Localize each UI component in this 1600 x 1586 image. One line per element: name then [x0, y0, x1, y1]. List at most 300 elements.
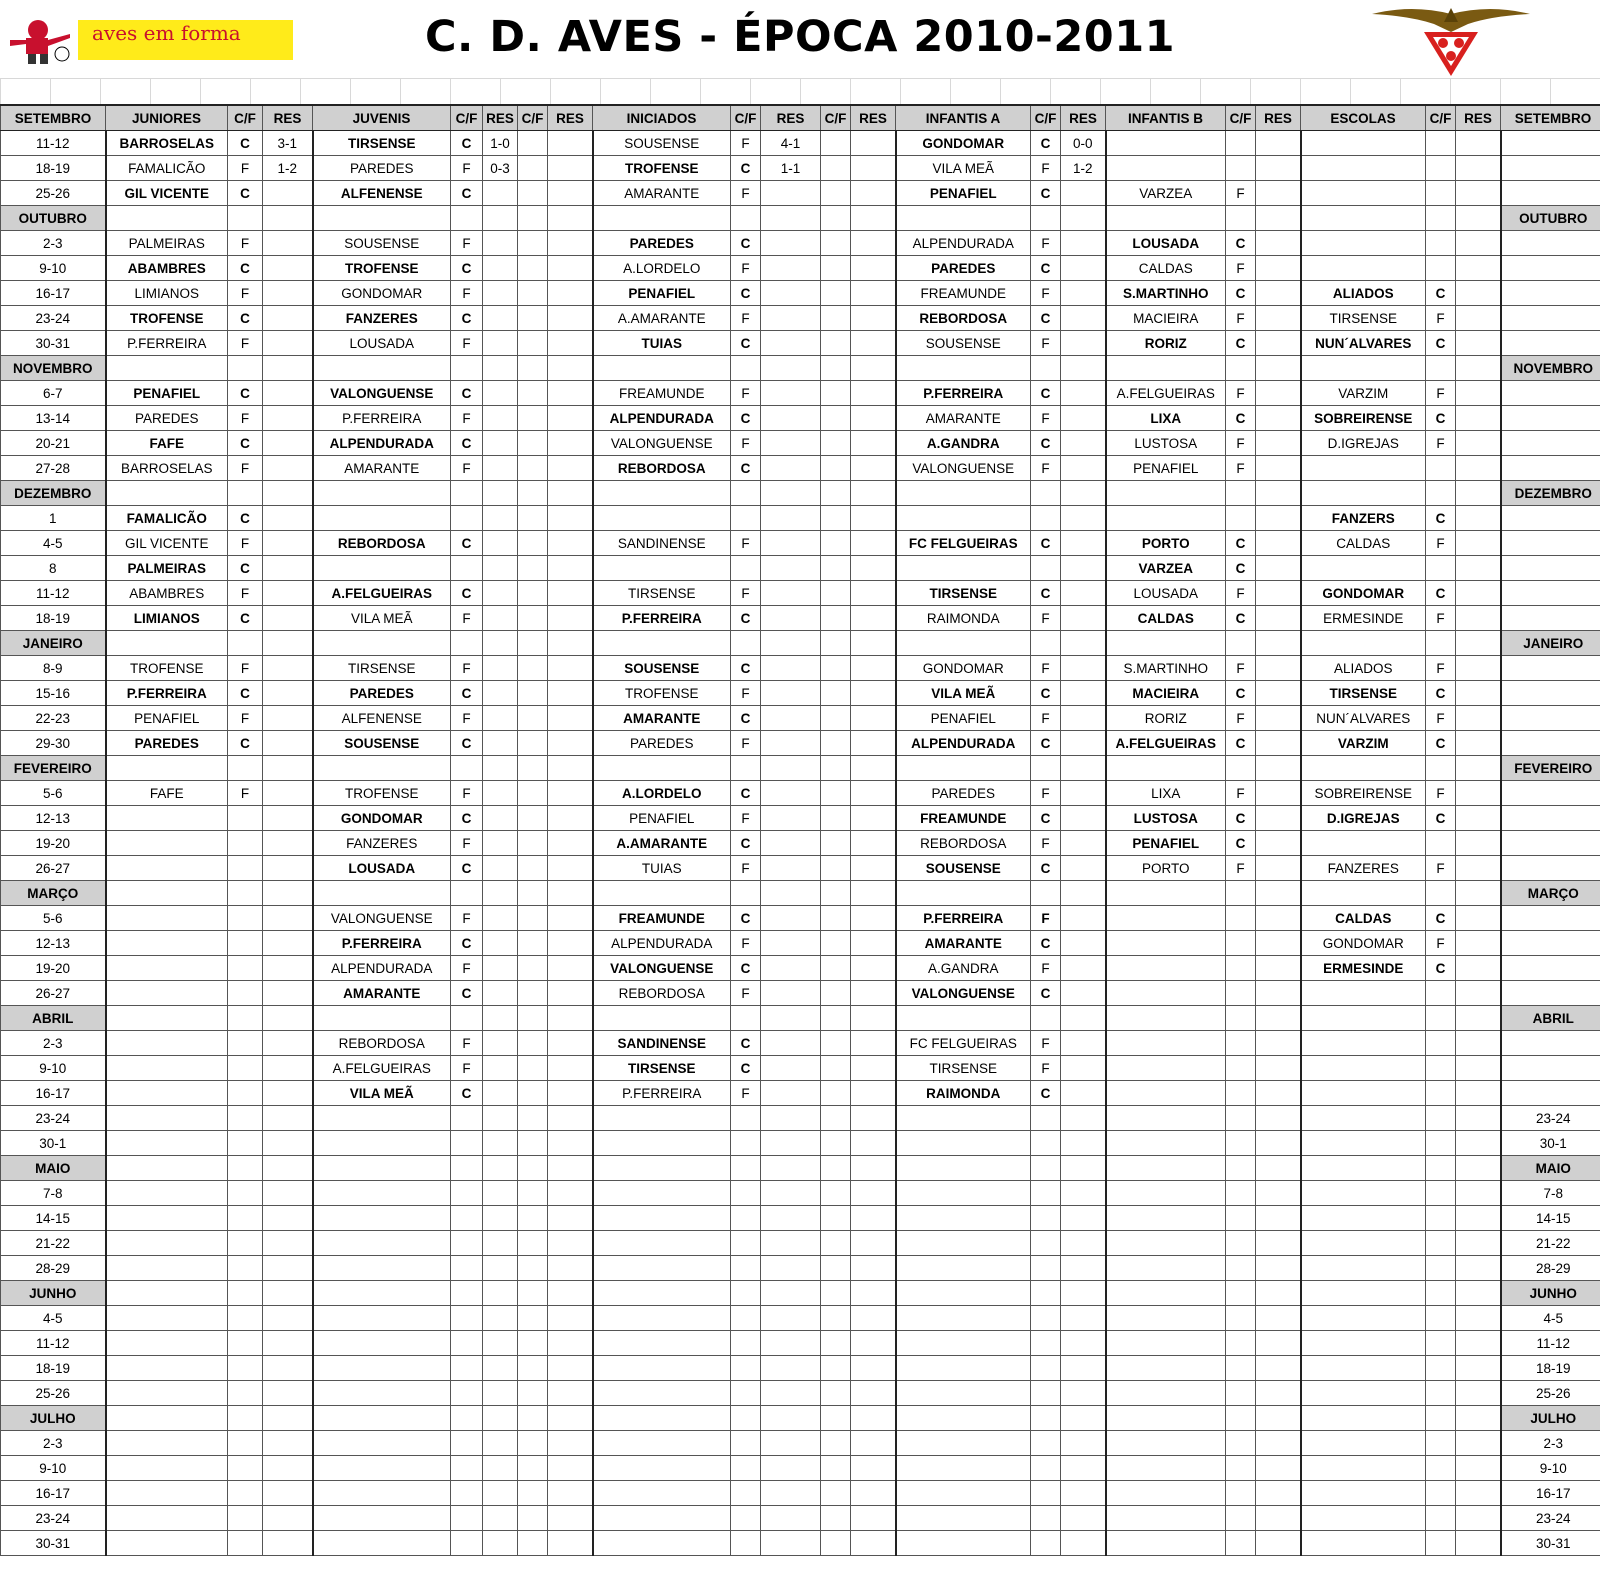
empty-cell	[548, 756, 593, 781]
fixture-cell: P.FERREIRA	[313, 931, 451, 956]
empty-cell	[731, 206, 761, 231]
date-cell: 28-29	[1, 1256, 106, 1281]
fixture-cell	[483, 956, 518, 981]
fixture-cell	[761, 806, 821, 831]
fixture-cell	[761, 531, 821, 556]
fixture-cell: C	[1031, 931, 1061, 956]
fixture-cell	[1426, 1181, 1456, 1206]
empty-cell	[106, 206, 228, 231]
empty-cell	[761, 206, 821, 231]
column-header: C/F	[451, 105, 483, 131]
date-cell: 18-19	[1, 156, 106, 181]
fixture-cell	[1301, 1206, 1426, 1231]
fixture-cell: A.FELGUEIRAS	[313, 1056, 451, 1081]
empty-cell	[1456, 481, 1501, 506]
empty-cell	[518, 881, 548, 906]
fixture-cell: C	[228, 506, 263, 531]
empty-cell	[1456, 1406, 1501, 1431]
empty-cell	[106, 356, 228, 381]
empty-cell	[548, 881, 593, 906]
fixture-cell	[548, 856, 593, 881]
fixture-cell: F	[228, 281, 263, 306]
fixture-cell: AMARANTE	[313, 981, 451, 1006]
fixture-cell	[1426, 156, 1456, 181]
column-header: RES	[548, 105, 593, 131]
date-cell: 2-3	[1501, 1431, 1600, 1456]
fixture-cell	[851, 781, 896, 806]
fixture-cell	[821, 931, 851, 956]
fixture-cell: TUIAS	[593, 856, 731, 881]
fixture-cell	[896, 1106, 1031, 1131]
empty-cell	[1031, 481, 1061, 506]
fixture-cell: C	[1031, 806, 1061, 831]
fixture-cell	[821, 381, 851, 406]
fixture-cell	[821, 656, 851, 681]
fixture-cell	[1226, 981, 1256, 1006]
date-cell: 4-5	[1, 1306, 106, 1331]
fixture-cell: C	[1226, 406, 1256, 431]
empty-cell	[451, 206, 483, 231]
fixture-cell: PORTO	[1106, 856, 1226, 881]
empty-cell	[761, 1406, 821, 1431]
fixture-cell: 1-1	[761, 156, 821, 181]
fixture-cell	[761, 831, 821, 856]
fixture-cell	[1301, 1456, 1426, 1481]
fixture-cell: PENAFIEL	[1106, 456, 1226, 481]
fixture-cell	[228, 1531, 263, 1556]
fixture-cell	[1061, 1031, 1106, 1056]
fixture-cell	[483, 181, 518, 206]
fixture-cell: C	[731, 231, 761, 256]
fixture-cell: F	[1426, 306, 1456, 331]
fixture-cell	[1061, 431, 1106, 456]
fixture-cell	[731, 1431, 761, 1456]
empty-cell	[1106, 756, 1226, 781]
fixture-cell: C	[228, 431, 263, 456]
fixture-cell	[1061, 531, 1106, 556]
month-label: MAIO	[1501, 1156, 1600, 1181]
fixture-cell	[106, 1381, 228, 1406]
fixture-cell	[1226, 1181, 1256, 1206]
fixture-cell	[1301, 1131, 1426, 1156]
date-cell: 4-5	[1501, 1306, 1600, 1331]
fixture-cell: VARZEA	[1106, 556, 1226, 581]
empty-cell	[761, 1006, 821, 1031]
date-cell	[1501, 331, 1600, 356]
month-label: FEVEREIRO	[1, 756, 106, 781]
fixture-cell: C	[228, 731, 263, 756]
fixture-cell	[518, 406, 548, 431]
fixture-cell	[1256, 156, 1301, 181]
fixture-cell	[483, 256, 518, 281]
fixture-cell	[821, 231, 851, 256]
fixture-row	[1, 506, 1600, 531]
fixture-cell	[851, 1056, 896, 1081]
fixture-cell	[1031, 1231, 1061, 1256]
fixture-cell	[851, 731, 896, 756]
fixture-cell: 0-0	[1061, 131, 1106, 156]
fixture-cell: F	[1226, 656, 1256, 681]
fixture-cell: AMARANTE	[593, 181, 731, 206]
fixture-cell	[1226, 1481, 1256, 1506]
fixture-cell	[1226, 1456, 1256, 1481]
fixture-cell	[1426, 981, 1456, 1006]
fixture-cell: F	[228, 656, 263, 681]
fixture-cell	[518, 281, 548, 306]
fixture-cell: F	[731, 306, 761, 331]
fixture-cell	[896, 1331, 1031, 1356]
fixture-cell	[228, 956, 263, 981]
empty-cell	[451, 631, 483, 656]
fixture-cell	[731, 1531, 761, 1556]
empty-cell	[228, 206, 263, 231]
empty-cell	[451, 1281, 483, 1306]
fixture-cell: F	[451, 956, 483, 981]
fixture-cell	[1106, 1206, 1226, 1231]
fixture-cell	[761, 1481, 821, 1506]
empty-cell	[1256, 206, 1301, 231]
empty-cell	[761, 1156, 821, 1181]
column-header: C/F	[731, 105, 761, 131]
fixture-cell	[1456, 681, 1501, 706]
fixture-row	[1, 1181, 1600, 1206]
fixture-cell	[821, 806, 851, 831]
fixture-cell	[548, 231, 593, 256]
fixture-cell	[1061, 706, 1106, 731]
fixture-cell: P.FERREIRA	[106, 331, 228, 356]
fixture-cell	[1226, 506, 1256, 531]
empty-cell	[1301, 356, 1426, 381]
crest-letter-d	[1454, 38, 1464, 48]
fixture-cell	[1256, 706, 1301, 731]
fixture-cell	[1456, 556, 1501, 581]
fixture-cell	[1456, 606, 1501, 631]
date-cell: 30-31	[1, 1531, 106, 1556]
empty-cell	[593, 756, 731, 781]
fixture-cell: F	[228, 581, 263, 606]
fixture-cell	[548, 706, 593, 731]
fixture-cell	[1226, 1056, 1256, 1081]
fixture-cell	[821, 1306, 851, 1331]
fixture-cell	[851, 1131, 896, 1156]
fixture-row	[1, 1381, 1600, 1406]
empty-cell	[1061, 356, 1106, 381]
empty-cell	[451, 481, 483, 506]
fixture-cell	[761, 606, 821, 631]
fixture-cell	[761, 1506, 821, 1531]
fixture-cell	[821, 431, 851, 456]
fixture-cell	[313, 1306, 451, 1331]
fixture-cell: PAREDES	[896, 781, 1031, 806]
fixture-cell	[228, 1231, 263, 1256]
fixture-cell	[821, 1106, 851, 1131]
fixture-cell	[1456, 181, 1501, 206]
fixture-cell: FANZERES	[313, 831, 451, 856]
empty-cell	[313, 756, 451, 781]
fixture-cell: C	[451, 181, 483, 206]
fixture-cell	[821, 706, 851, 731]
fixture-cell: C	[1226, 281, 1256, 306]
fixture-cell	[851, 1456, 896, 1481]
fixture-cell: F	[731, 431, 761, 456]
fixture-cell	[1301, 981, 1426, 1006]
fixture-cell	[1031, 1131, 1061, 1156]
date-cell: 5-6	[1, 906, 106, 931]
fixture-cell	[263, 256, 313, 281]
fixture-cell	[263, 331, 313, 356]
fixture-cell	[548, 531, 593, 556]
empty-cell	[1426, 1281, 1456, 1306]
empty-cell	[896, 881, 1031, 906]
fixture-cell	[851, 531, 896, 556]
fixture-cell	[1301, 1081, 1426, 1106]
fixture-row	[1, 181, 1600, 206]
month-label: FEVEREIRO	[1501, 756, 1600, 781]
fixture-cell: PENAFIEL	[896, 181, 1031, 206]
fixture-cell	[548, 281, 593, 306]
fixture-cell	[548, 1206, 593, 1231]
fixture-cell	[1256, 831, 1301, 856]
fixture-cell	[761, 556, 821, 581]
empty-cell	[548, 206, 593, 231]
fixture-cell	[1061, 931, 1106, 956]
fixture-cell: PORTO	[1106, 531, 1226, 556]
column-header: INFANTIS A	[896, 105, 1031, 131]
empty-cell	[483, 481, 518, 506]
fixture-cell	[1256, 856, 1301, 881]
fixture-cell: S.MARTINHO	[1106, 656, 1226, 681]
date-cell: 30-31	[1501, 1531, 1600, 1556]
fixture-cell: C	[731, 781, 761, 806]
empty-cell	[1256, 356, 1301, 381]
fixture-cell	[518, 906, 548, 931]
empty-cell	[1301, 1406, 1426, 1431]
fixture-cell	[313, 1431, 451, 1456]
fixture-cell: FREAMUNDE	[593, 906, 731, 931]
fixture-cell	[1061, 731, 1106, 756]
fixture-cell: PENAFIEL	[593, 806, 731, 831]
month-row	[1, 1281, 1600, 1306]
fixture-cell	[1456, 1381, 1501, 1406]
empty-cell	[518, 1406, 548, 1431]
fixture-cell: SANDINENSE	[593, 1031, 731, 1056]
fixture-cell: TIRSENSE	[1301, 306, 1426, 331]
fixture-cell	[1106, 1106, 1226, 1131]
fixture-cell	[263, 706, 313, 731]
fixture-cell	[518, 131, 548, 156]
fixture-cell	[1456, 331, 1501, 356]
fixture-cell: VILA MEÃ	[313, 1081, 451, 1106]
empty-cell	[593, 1406, 731, 1431]
fixture-cell	[1301, 1231, 1426, 1256]
empty-cell	[483, 1156, 518, 1181]
fixture-cell	[1226, 1431, 1256, 1456]
date-cell	[1501, 156, 1600, 181]
fixture-cell	[106, 1256, 228, 1281]
fixture-cell	[1301, 1106, 1426, 1131]
fixture-cell: TROFENSE	[313, 256, 451, 281]
date-cell: 16-17	[1, 1481, 106, 1506]
empty-cell	[1256, 756, 1301, 781]
fixture-cell	[761, 1081, 821, 1106]
fixture-cell	[1456, 506, 1501, 531]
fixture-cell	[483, 231, 518, 256]
fixture-cell	[518, 731, 548, 756]
date-cell	[1501, 506, 1600, 531]
fixture-cell	[548, 906, 593, 931]
fixture-cell	[483, 656, 518, 681]
date-cell: 21-22	[1, 1231, 106, 1256]
fixture-cell	[821, 1081, 851, 1106]
date-cell: 29-30	[1, 731, 106, 756]
date-cell	[1501, 256, 1600, 281]
fixture-cell: GIL VICENTE	[106, 531, 228, 556]
fixture-cell	[518, 831, 548, 856]
fixture-cell	[483, 606, 518, 631]
empty-cell	[548, 481, 593, 506]
fixture-cell: SOUSENSE	[313, 731, 451, 756]
fixture-cell	[518, 256, 548, 281]
fixture-cell: D.IGREJAS	[1301, 806, 1426, 831]
fixture-cell: A.FELGUEIRAS	[1106, 731, 1226, 756]
column-header: C/F	[1426, 105, 1456, 131]
empty-cell	[1301, 1006, 1426, 1031]
fixture-cell	[851, 1306, 896, 1331]
date-cell	[1501, 581, 1600, 606]
empty-cell	[731, 631, 761, 656]
fixture-cell	[1256, 506, 1301, 531]
fixture-cell	[1061, 181, 1106, 206]
fixture-cell	[731, 1106, 761, 1131]
fixture-cell: C	[1426, 806, 1456, 831]
fixture-cell	[731, 1256, 761, 1281]
empty-cell	[228, 1156, 263, 1181]
fixture-cell	[761, 1031, 821, 1056]
date-cell	[1501, 1081, 1600, 1106]
date-cell: 11-12	[1, 581, 106, 606]
fixture-row	[1, 656, 1600, 681]
fixture-cell: C	[1426, 281, 1456, 306]
fixture-cell	[483, 1056, 518, 1081]
fixture-cell	[821, 456, 851, 481]
fixture-cell	[851, 581, 896, 606]
month-label: JUNHO	[1501, 1281, 1600, 1306]
empty-cell	[1301, 631, 1426, 656]
fixture-cell	[851, 406, 896, 431]
fixture-cell	[1106, 1081, 1226, 1106]
fixture-cell	[896, 1181, 1031, 1206]
date-cell: 27-28	[1, 456, 106, 481]
fixture-row	[1, 1031, 1600, 1056]
fixture-cell	[548, 556, 593, 581]
fixture-cell	[1426, 1131, 1456, 1156]
empty-cell	[1226, 1006, 1256, 1031]
date-cell	[1501, 1056, 1600, 1081]
fixture-cell	[483, 1356, 518, 1381]
fixture-cell	[228, 831, 263, 856]
fixture-cell	[548, 981, 593, 1006]
fixture-cell	[1031, 1256, 1061, 1281]
fixture-cell	[518, 1331, 548, 1356]
fixture-cell	[518, 456, 548, 481]
empty-cell	[1301, 481, 1426, 506]
fixture-cell: F	[731, 181, 761, 206]
fixture-cell	[1426, 1481, 1456, 1506]
fixture-cell	[518, 1456, 548, 1481]
empty-cell	[1426, 481, 1456, 506]
fixture-cell: F	[1426, 656, 1456, 681]
empty-cell	[518, 1281, 548, 1306]
fixture-cell	[451, 1206, 483, 1231]
fixture-cell	[731, 1231, 761, 1256]
fixture-cell	[1426, 831, 1456, 856]
fixture-cell	[548, 331, 593, 356]
fixture-cell	[1456, 1431, 1501, 1456]
fixture-cell	[1106, 1231, 1226, 1256]
month-label: MARÇO	[1, 881, 106, 906]
fixture-cell	[483, 781, 518, 806]
date-cell: 16-17	[1, 281, 106, 306]
fixture-cell	[761, 1531, 821, 1556]
date-cell	[1501, 856, 1600, 881]
fixture-cell: RORIZ	[1106, 331, 1226, 356]
fixture-cell	[451, 1506, 483, 1531]
fixture-cell	[731, 1381, 761, 1406]
fixture-cell	[1031, 1381, 1061, 1406]
empty-cell	[263, 631, 313, 656]
empty-cell	[761, 631, 821, 656]
fixture-cell	[731, 1481, 761, 1506]
fixture-cell	[1061, 781, 1106, 806]
fixture-cell: BARROSELAS	[106, 456, 228, 481]
fixture-cell: FANZERS	[1301, 506, 1426, 531]
empty-cell	[263, 1281, 313, 1306]
empty-cell	[1031, 1006, 1061, 1031]
fixture-cell	[1256, 1506, 1301, 1531]
fixture-cell: C	[451, 981, 483, 1006]
fixture-cell	[228, 906, 263, 931]
fixture-cell	[1061, 956, 1106, 981]
fixture-cell	[1061, 906, 1106, 931]
fixture-cell	[263, 281, 313, 306]
fixture-cell	[821, 1231, 851, 1256]
empty-cell	[518, 356, 548, 381]
empty-cell	[451, 756, 483, 781]
empty-cell	[1256, 881, 1301, 906]
fixture-cell	[821, 1206, 851, 1231]
fixture-cell	[228, 1181, 263, 1206]
fixture-cell	[313, 1181, 451, 1206]
fixture-cell	[1256, 1206, 1301, 1231]
fixture-cell: F	[451, 456, 483, 481]
empty-cell	[1456, 1281, 1501, 1306]
fixture-cell	[548, 1131, 593, 1156]
fixture-cell	[1106, 1381, 1226, 1406]
empty-cell	[1426, 1006, 1456, 1031]
fixture-cell: C	[731, 1056, 761, 1081]
fixture-cell	[451, 1456, 483, 1481]
fixture-cell	[761, 1181, 821, 1206]
fixture-cell: C	[451, 731, 483, 756]
fixture-cell	[483, 306, 518, 331]
fixture-row	[1, 1256, 1600, 1281]
fixture-cell: C	[451, 581, 483, 606]
fixture-cell	[1456, 531, 1501, 556]
empty-cell	[518, 1156, 548, 1181]
fixture-cell	[518, 1231, 548, 1256]
fixture-cell	[263, 581, 313, 606]
fixture-cell	[1456, 231, 1501, 256]
